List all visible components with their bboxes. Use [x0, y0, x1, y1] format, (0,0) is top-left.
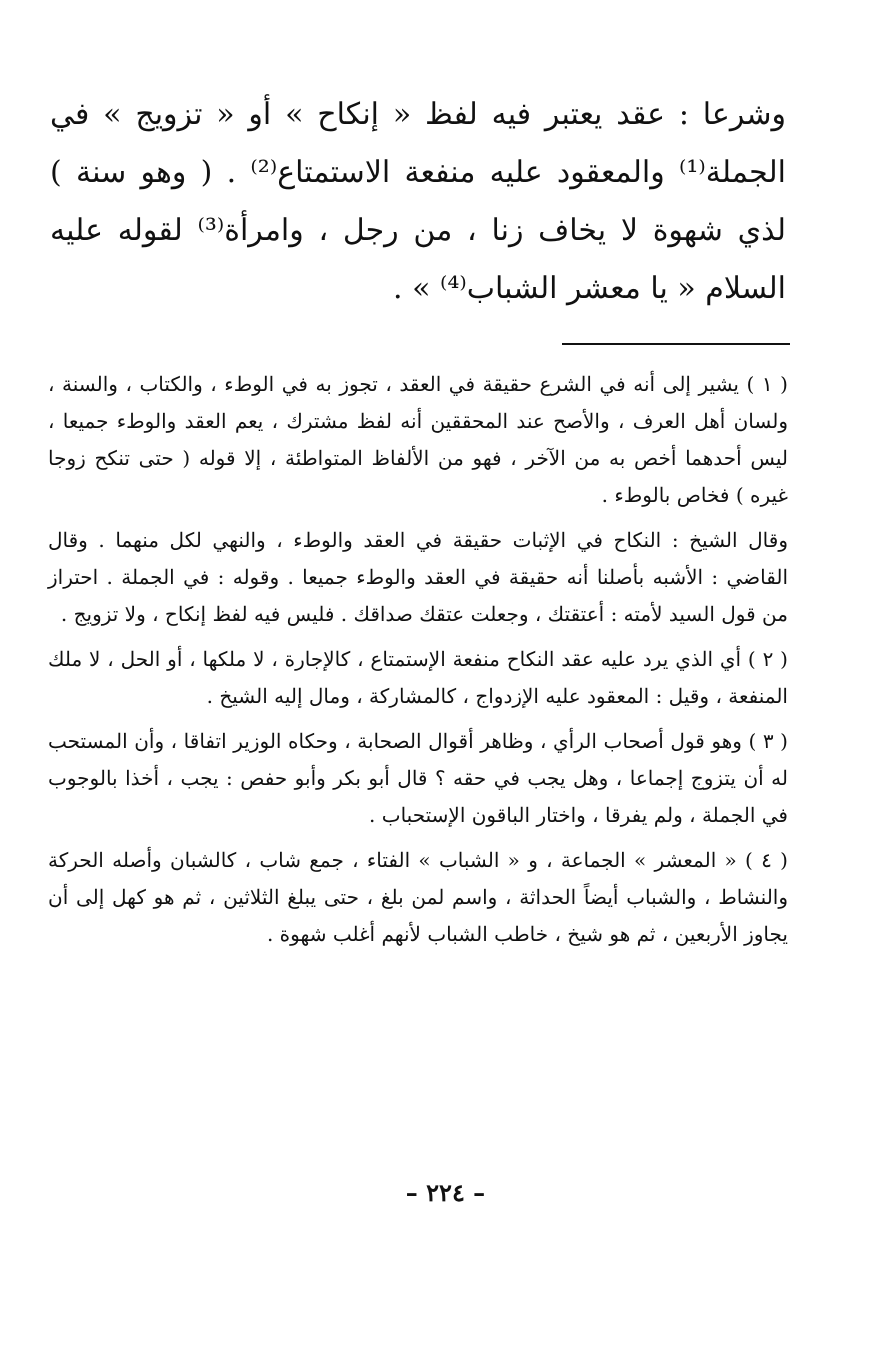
footnote-divider	[562, 343, 790, 345]
main-text-block	[50, 86, 786, 318]
footnote-3: ( ٣ ) وهو قول أصحاب الرأي ، وظاهر أقوال الصحابة ، وحكاه الوزير اتفاقا ، وأن المستحب له أن يتزوج إجماعا ، وهل يجب في حقه ؟ قال أبو بكر وأبو حفص : يجب ، أخذا بالوجوب في الجملة ، ولم يفرقا ، واختار الباقون الإستحباب .	[48, 729, 788, 827]
footnote-1-continued: وقال الشيخ : النكاح في الإثبات حقيقة في العقد والوطء ، والنهي لكل منهما . وقال القاضي : الأشبه بأصلنا أنه حقيقة في العقد والوطء جميعا . وقوله : في الجملة . احتراز من قول السيد لأمته : أعتقتك ، وجعلت عتقك صداقك . فليس فيه لفظ إنكاح ، ولا تزويج .	[48, 528, 788, 626]
footnote-2: ( ٢ ) أي الذي يرد عليه عقد النكاح منفعة الإستمتاع ، كالإجارة ، لا ملكها ، أو الحل ، لا ملك المنفعة ، وقيل : المعقود عليه الإزدواج ، كالمشاركة ، ومال إليه الشيخ .	[48, 647, 788, 708]
footnotes-block	[48, 366, 788, 961]
footnote-1: ( ١ ) يشير إلى أنه في الشرع حقيقة في العقد ، تجوز به في الوطء ، والكتاب ، والسنة ، ولسان أهل العرف ، والأصح عند المحققين أنه لفظ مشترك ، يعم العقد والوطء جميعا ، ليس أحدهما أخص به من الآخر ، فهو من الألفاظ المتواطئة ، إلا قوله ( حتى تنكح زوجا غيره ) فخاص بالوطء .	[48, 372, 788, 507]
footnote-4: ( ٤ ) « المعشر » الجماعة ، و « الشباب » الفتاء ، جمع شاب ، كالشبان وأصله الحركة والنشاط ، والشباب أيضاً الحداثة ، واسم لمن بلغ ، حتى يبلغ الثلاثين ، ثم هو كهل إلى أن يجاوز الأربعين ، ثم هو شيخ ، خاطب الشباب لأنهم أغلب شهوة .	[48, 848, 788, 946]
page-number: – ٢٢٤ –	[405, 1178, 486, 1207]
main-paragraph: وشرعا : عقد يعتبر فيه لفظ « إنكاح » أو « تزويج » في الجملة⁽¹⁾ والمعقود عليه منفعة الاستمتاع⁽²⁾ . ( وهو سنة ) لذي شهوة لا يخاف زنا ، من رجل ، وامرأة⁽³⁾ لقوله عليه السلام « يا معشر الشباب⁽⁴⁾ » .	[50, 97, 786, 306]
